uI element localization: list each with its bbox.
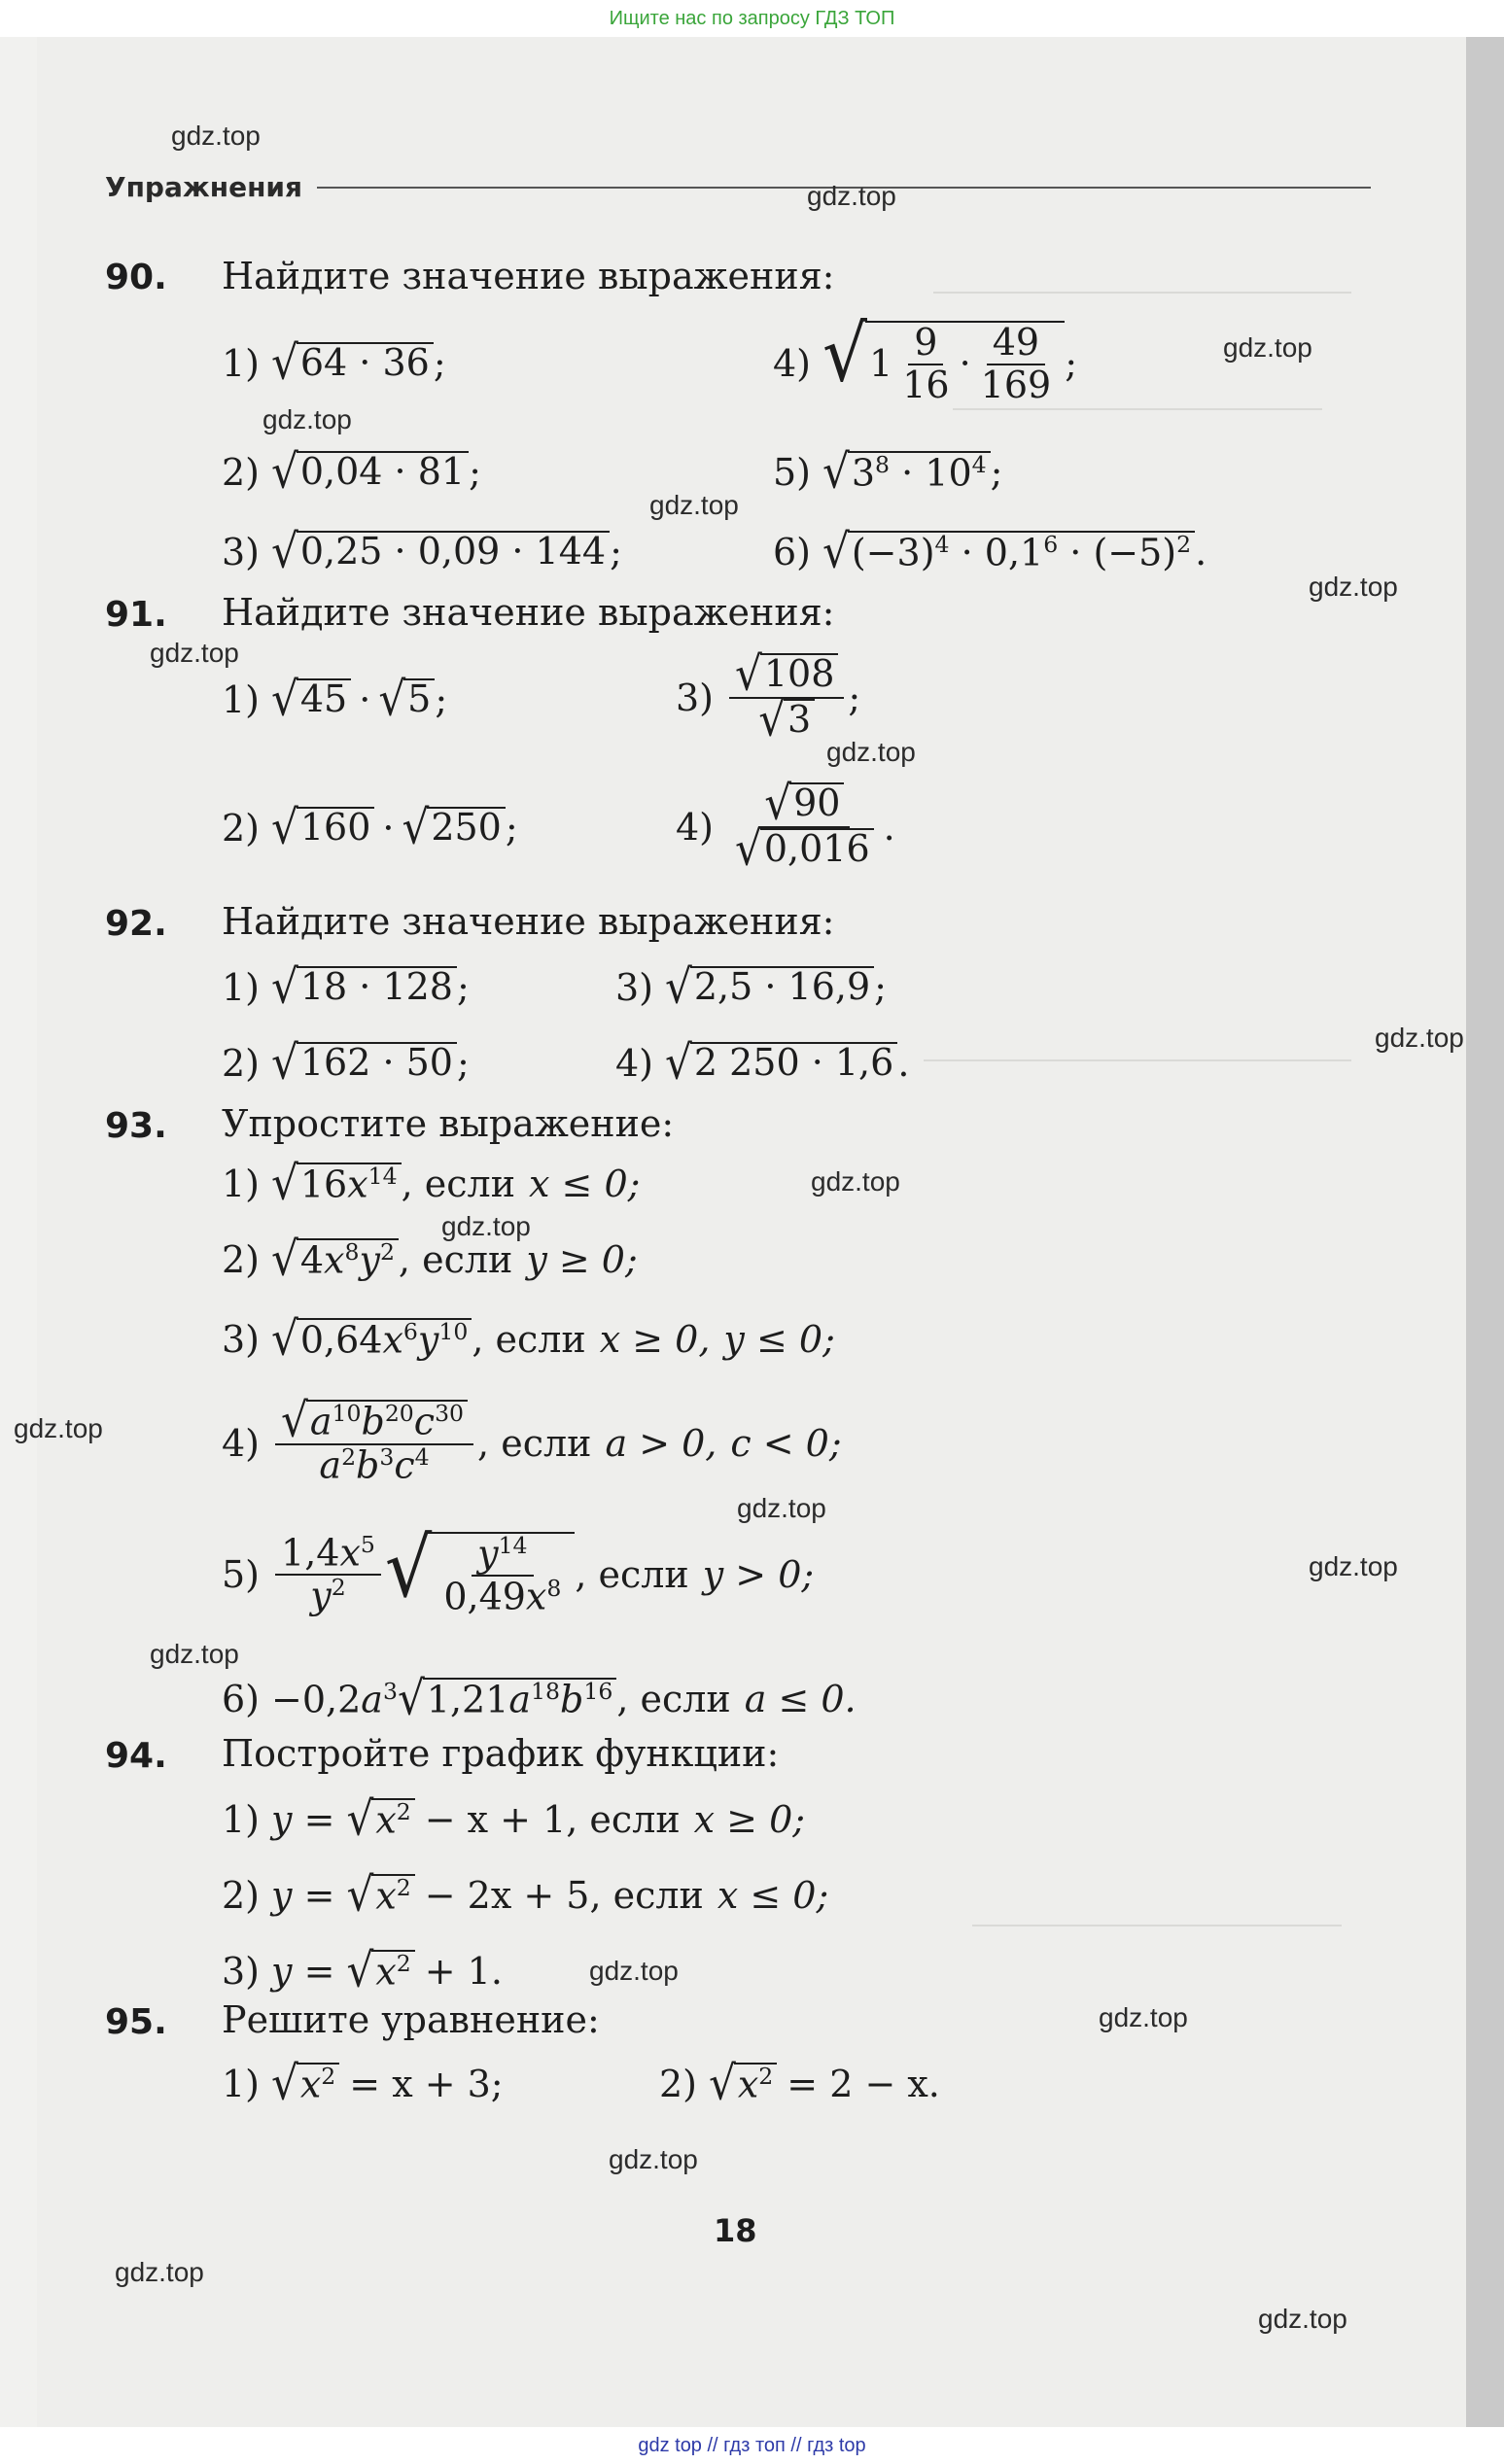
punct: ; bbox=[456, 966, 470, 1009]
radicand: 0,04 · 81 bbox=[297, 451, 469, 494]
bottom-banner[interactable]: gdz top // гдз топ // гдз top bbox=[0, 2427, 1504, 2464]
expression: 6) $-0,2a^3$ √ $1,21a^{18}b^{16}$ , если a ≤ 0. bbox=[222, 1671, 857, 1726]
item-label: 2) bbox=[222, 1042, 261, 1085]
square-root: √ 250 bbox=[402, 807, 505, 850]
numerator: 49 bbox=[987, 323, 1045, 365]
radicand: 250 bbox=[427, 807, 506, 850]
expression bbox=[222, 1156, 641, 1211]
square-root: √ 45 bbox=[271, 678, 351, 721]
item-label: 2) bbox=[222, 1238, 261, 1281]
square-root: √ $(-3)^4 \cdot 0,1^6 \cdot (-5)^2$ bbox=[822, 531, 1195, 573]
problem-task: Найдите значение выражения: bbox=[222, 255, 835, 297]
watermark: gdz.top bbox=[1223, 332, 1312, 363]
fraction: √ $a^{10}b^{20}c^{30}$ $a^2b^3c^4$ bbox=[275, 1400, 473, 1486]
watermark: gdz.top bbox=[1099, 2002, 1188, 2032]
radicand: 5 bbox=[403, 678, 435, 721]
square-root: √ $3^8 \cdot 10^4$ bbox=[822, 451, 991, 494]
item-label: 3) bbox=[222, 1318, 261, 1361]
square-root: √ $x^2$ bbox=[271, 2063, 339, 2105]
punct: . bbox=[897, 1042, 910, 1085]
square-root: √ 2 250 · 1,6 bbox=[665, 1042, 897, 1085]
fraction: √ 90 √ 0,016 bbox=[729, 782, 880, 872]
base: 3 bbox=[851, 451, 876, 495]
watermark: gdz.top bbox=[1309, 572, 1398, 602]
watermark: gdz.top bbox=[262, 404, 352, 434]
problem-task: Решите уравнение: bbox=[222, 1998, 600, 2041]
watermark: gdz.top bbox=[150, 638, 239, 668]
base: 10 bbox=[925, 451, 972, 495]
exponent: 6 bbox=[1043, 531, 1059, 559]
problem-number: 95. bbox=[105, 2002, 167, 2042]
square-root: √ 160 bbox=[271, 807, 374, 850]
expression bbox=[615, 959, 887, 1015]
punct: ; bbox=[1065, 341, 1077, 385]
condition: x ≥ 0, bbox=[599, 1318, 711, 1361]
item-label: 4) bbox=[773, 341, 812, 385]
condition: y ≥ 0; bbox=[526, 1238, 638, 1281]
radicand: 0,25 · 0,09 · 144 bbox=[297, 531, 610, 573]
fraction bbox=[896, 323, 955, 406]
expression: 2) y = √ $x^2$ − 2x + 5, если x ≤ 0; bbox=[222, 1867, 829, 1923]
mixed-whole: 1 bbox=[869, 341, 893, 385]
item-label: 4) bbox=[676, 805, 715, 849]
top-banner[interactable]: Ищите нас по запросу ГДЗ ТОП bbox=[0, 0, 1504, 37]
item-label: 1) bbox=[222, 342, 261, 385]
expression bbox=[222, 1311, 835, 1367]
square-root: √ $\frac{y^{14}}{0,49x^8}$ bbox=[385, 1532, 575, 1618]
problem-task: Найдите значение выражения: bbox=[222, 591, 835, 634]
watermark: gdz.top bbox=[589, 1956, 679, 1986]
punct: ; bbox=[456, 1042, 470, 1085]
condition-word: , если bbox=[477, 1421, 592, 1465]
square-root: √ 5 bbox=[378, 678, 435, 721]
expression bbox=[222, 2056, 504, 2111]
punct: ; bbox=[469, 451, 481, 494]
condition-word: , если bbox=[616, 1678, 731, 1721]
base: 0,1 bbox=[984, 531, 1044, 574]
condition: y ≤ 0; bbox=[723, 1318, 835, 1361]
square-root: √ 0,25 · 0,09 · 144 bbox=[271, 531, 610, 573]
expression bbox=[222, 1393, 842, 1487]
watermark: gdz.top bbox=[811, 1166, 900, 1197]
item-label: 4) bbox=[222, 1421, 261, 1465]
expression-rest: = 2 − x. bbox=[787, 2063, 940, 2105]
problem-number: 94. bbox=[105, 1736, 167, 1776]
condition: a > 0, bbox=[605, 1421, 717, 1465]
exponent: 8 bbox=[875, 451, 891, 479]
numerator: 9 bbox=[908, 323, 943, 365]
fraction bbox=[975, 323, 1058, 406]
square-root: √ 162 · 50 bbox=[271, 1042, 457, 1085]
section-title: Упражнения bbox=[105, 171, 303, 203]
item-label: 1) bbox=[222, 1798, 261, 1841]
condition: a ≤ 0. bbox=[744, 1678, 857, 1721]
square-root: √ $16x^{14}$ bbox=[271, 1163, 402, 1205]
page-number: 18 bbox=[714, 2212, 757, 2249]
condition-word: , если bbox=[401, 1163, 516, 1205]
punct: ; bbox=[505, 807, 518, 850]
item-label: 6) bbox=[773, 531, 812, 573]
condition: y > 0; bbox=[702, 1553, 815, 1597]
item-label: 2) bbox=[222, 451, 261, 494]
item-label: 1) bbox=[222, 966, 261, 1009]
radicand: 18 · 128 bbox=[297, 966, 457, 1009]
condition-word: , если bbox=[398, 1238, 513, 1281]
radicand: 45 bbox=[297, 678, 351, 721]
show-through bbox=[972, 1925, 1342, 1926]
punct: ; bbox=[874, 966, 887, 1009]
problem-task: Упростите выражение: bbox=[222, 1102, 675, 1145]
show-through bbox=[924, 1059, 1351, 1061]
base: (−5) bbox=[1093, 531, 1177, 574]
condition: x ≤ 0; bbox=[717, 1874, 829, 1917]
expression bbox=[222, 1232, 638, 1287]
radicand: 108 bbox=[760, 653, 839, 696]
expression: 1) √ 45 · √ 5 ; bbox=[222, 672, 448, 727]
square-root: √ $x^2$ bbox=[346, 1950, 414, 1993]
page-edge bbox=[1466, 37, 1504, 2427]
expression bbox=[659, 2056, 940, 2111]
watermark: gdz.top bbox=[115, 2257, 204, 2287]
watermark: gdz.top bbox=[1309, 1551, 1398, 1581]
square-root: √ $x^2$ bbox=[709, 2063, 777, 2105]
denominator: 16 bbox=[902, 363, 950, 406]
problem-number: 93. bbox=[105, 1106, 167, 1146]
expression bbox=[222, 1035, 470, 1091]
punct: ; bbox=[610, 531, 622, 573]
watermark: gdz.top bbox=[150, 1639, 239, 1669]
item-label: 1) bbox=[222, 2063, 261, 2105]
expression bbox=[222, 444, 481, 500]
watermark: gdz.top bbox=[609, 2144, 698, 2174]
exponent: 4 bbox=[971, 451, 987, 479]
watermark: gdz.top bbox=[737, 1493, 826, 1523]
punct: ; bbox=[990, 451, 1003, 494]
punct: ; bbox=[435, 678, 448, 721]
item-label: 2) bbox=[222, 807, 261, 850]
expression: 3) y = √ $x^2$ + 1. bbox=[222, 1943, 503, 1998]
watermark: gdz.top bbox=[807, 181, 896, 211]
show-through bbox=[953, 408, 1322, 410]
watermark: gdz.top bbox=[171, 121, 261, 151]
item-label: 3) bbox=[222, 1950, 261, 1993]
item-label: 2) bbox=[659, 2063, 698, 2105]
expression: 2) √ 160 · √ 250 ; bbox=[222, 800, 518, 855]
radicand: 2 250 · 1,6 bbox=[690, 1042, 897, 1085]
denominator: 169 bbox=[980, 363, 1052, 406]
expression bbox=[676, 776, 895, 877]
condition: x ≤ 0; bbox=[529, 1163, 641, 1205]
expression bbox=[222, 1519, 815, 1619]
square-root: √ $1,21a^{18}b^{16}$ bbox=[398, 1678, 616, 1720]
square-root: √ 64 · 36 bbox=[271, 342, 434, 385]
item-label: 2) bbox=[222, 1874, 261, 1917]
watermark: gdz.top bbox=[441, 1211, 531, 1241]
problem-task: Постройте график функции: bbox=[222, 1732, 780, 1775]
expression-rest: = x + 3; bbox=[349, 2063, 504, 2105]
expression bbox=[222, 335, 446, 391]
item-label: 1) bbox=[222, 678, 261, 721]
condition: c < 0; bbox=[730, 1421, 842, 1465]
fraction: $\frac{1,4x^5}{y^2}$ bbox=[275, 1533, 381, 1617]
item-label: 5) bbox=[773, 451, 812, 494]
item-label: 1) bbox=[222, 1163, 261, 1205]
condition: x ≥ 0; bbox=[693, 1798, 806, 1841]
square-root: √ 0,04 · 81 bbox=[271, 451, 469, 494]
fraction: √ 108 √ 3 bbox=[729, 653, 844, 743]
expression bbox=[222, 524, 622, 579]
problem-number: 91. bbox=[105, 595, 167, 635]
item-label: 6) bbox=[222, 1678, 261, 1721]
expression bbox=[676, 646, 861, 747]
square-root: √ $x^2$ bbox=[346, 1798, 414, 1841]
square-root: √ $x^2$ bbox=[346, 1874, 414, 1917]
item-label: 3) bbox=[615, 966, 654, 1009]
problem-task: Найдите значение выражения: bbox=[222, 900, 835, 943]
square-root: √ 1 $\frac{9}{16}$ · $\frac{49}{169}$ bbox=[822, 321, 1065, 406]
expression-rest: + 1. bbox=[424, 1950, 503, 1993]
expression bbox=[222, 959, 470, 1015]
radicand: 2,5 · 16,9 bbox=[690, 966, 874, 1009]
radicand: 0,016 bbox=[760, 828, 874, 871]
problem-number: 90. bbox=[105, 258, 167, 297]
expression bbox=[773, 524, 1207, 579]
exponent: 4 bbox=[934, 531, 950, 559]
square-root: √ $4x^8y^2$ bbox=[271, 1238, 399, 1281]
watermark: gdz.top bbox=[1375, 1023, 1464, 1053]
square-root: √ 18 · 128 bbox=[271, 966, 457, 1009]
watermark: gdz.top bbox=[649, 490, 739, 520]
radicand: 160 bbox=[297, 807, 375, 850]
punct: ; bbox=[433, 342, 446, 385]
show-through bbox=[933, 292, 1351, 294]
watermark: gdz.top bbox=[14, 1413, 103, 1443]
expression: 1) y = √ $x^2$ − x + 1, если x ≥ 0; bbox=[222, 1791, 806, 1847]
item-label: 3) bbox=[222, 531, 261, 573]
expression-rest: − x + 1, если bbox=[424, 1798, 681, 1841]
punct: . bbox=[883, 805, 895, 849]
punct: ; bbox=[848, 676, 861, 719]
item-label: 4) bbox=[615, 1042, 654, 1085]
watermark: gdz.top bbox=[826, 737, 916, 767]
square-root: √ $0,64x^6y^{10}$ bbox=[271, 1318, 472, 1361]
item-label: 5) bbox=[222, 1553, 261, 1597]
condition-word: , если bbox=[472, 1318, 586, 1361]
base: (−3) bbox=[851, 531, 935, 574]
expression bbox=[773, 310, 1077, 406]
item-label: 3) bbox=[676, 676, 715, 719]
radicand: 3 bbox=[784, 699, 815, 742]
expression-rest: − 2x + 5, если bbox=[424, 1874, 704, 1917]
punct: . bbox=[1195, 531, 1207, 573]
watermark: gdz.top bbox=[1258, 2304, 1347, 2334]
problem-number: 92. bbox=[105, 904, 167, 944]
square-root: √ 2,5 · 16,9 bbox=[665, 966, 874, 1009]
expression bbox=[773, 444, 1003, 500]
expression bbox=[615, 1035, 910, 1091]
radicand: 90 bbox=[789, 782, 844, 825]
exponent: 2 bbox=[1176, 531, 1192, 559]
radicand: 162 · 50 bbox=[297, 1042, 457, 1085]
radicand: 64 · 36 bbox=[297, 342, 434, 385]
condition-word: , если bbox=[575, 1553, 689, 1597]
